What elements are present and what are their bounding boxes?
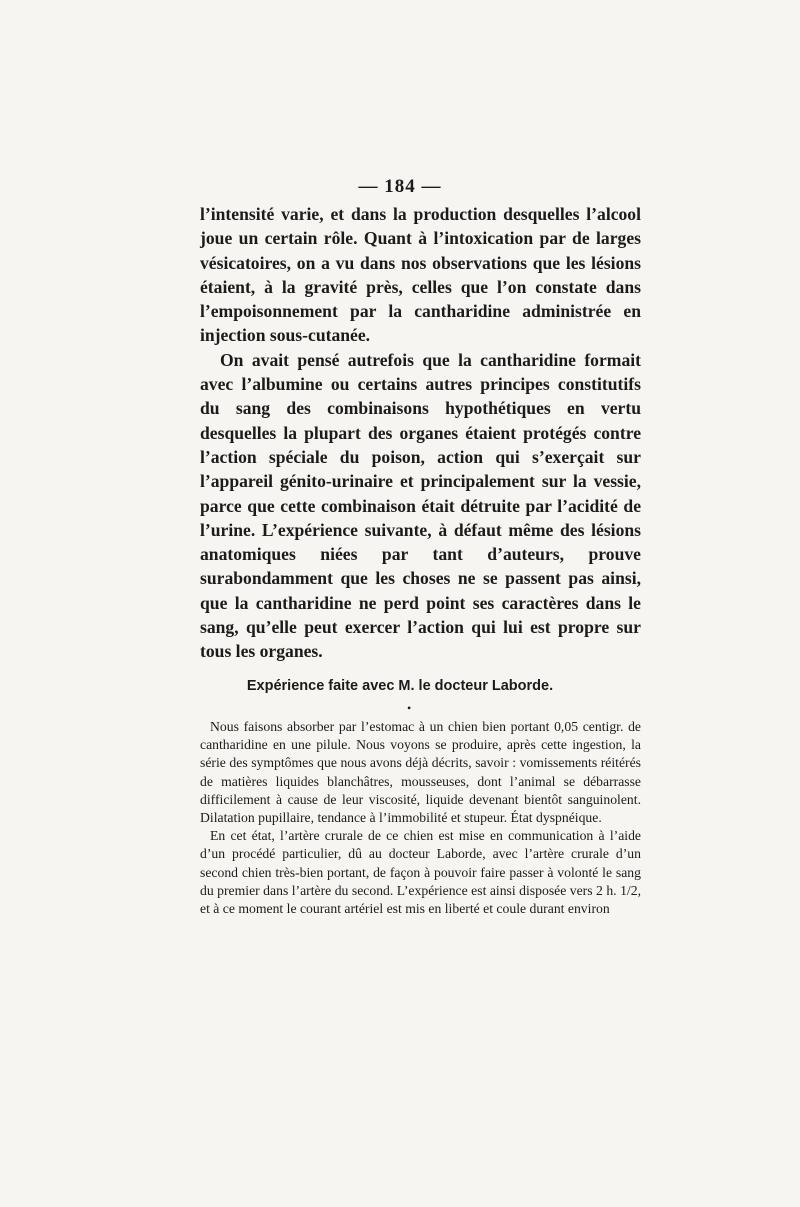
main-text [200, 202, 641, 664]
paragraph-continuation: l’intensité varie, et dans la production desquelles l’alcool joue un certain rôle. Quant à l’intoxication par de larges vésicatoires, on a vu dans nos observations que les lésions étaient, à la gravité près, celles que l’on constate dans l’empoisonnement par la cantharidine administrée en injection sous-cutanée. [200, 204, 641, 346]
section-mark: • [407, 701, 412, 715]
section-title: Expérience faite avec M. le docteur Laborde. [246, 678, 554, 694]
paragraph-cantharidine: On avait pensé autrefois que la cantharidine formait avec l’albumine ou certains autres principes constitutifs du sang des combinaisons hypothétiques en vertu desquelles la plupart des organes étaient protégés contre l’action spéciale du poison, action qui s’exerçait sur l’appareil génito-urinaire et principalement sur la vessie, parce que cette combinaison était détruite par l’acidité de l’urine. L’expérience suivante, à défaut même des lésions anatomiques niées par tant d’auteurs, prouve surabondamment que les choses ne se passent pas ainsi, que la cantharidine ne perd point ses caractères dans le sang, qu’elle peut exercer l’action qui lui est propre sur tous les organes. [200, 349, 641, 662]
page-number: — 184 — [358, 176, 442, 197]
experiment-paragraph-1: Nous faisons absorber par l’estomac à un chien bien portant 0,05 centigr. de cantharidine en une pilule. Nous voyons se produire, après cette ingestion, la série des symptômes que nous avons déjà décrits, savoir : vomissements réitérés de matières liquides blanchâtres, mousseuses, dont l’animal se débarrasse difficilement à cause de leur viscosité, liquide devenant bientôt sanguinolent. Dilatation pupillaire, tendance à l’immobilité et stupeur. État dyspnéique. [200, 719, 641, 826]
experiment-text [200, 718, 641, 918]
experiment-paragraph-2: En cet état, l’artère crurale de ce chien est mise en communication à l’aide d’un procédé particulier, dû au docteur Laborde, avec l’artère crurale d’un second chien très-bien portant, de façon à pouvoir faire passer à volonté le sang du premier dans l’artère du second. L’expérience est ainsi disposée vers 2 h. 1/2, et à ce moment le courant artériel est mis en liberté et coule durant environ [200, 828, 641, 917]
